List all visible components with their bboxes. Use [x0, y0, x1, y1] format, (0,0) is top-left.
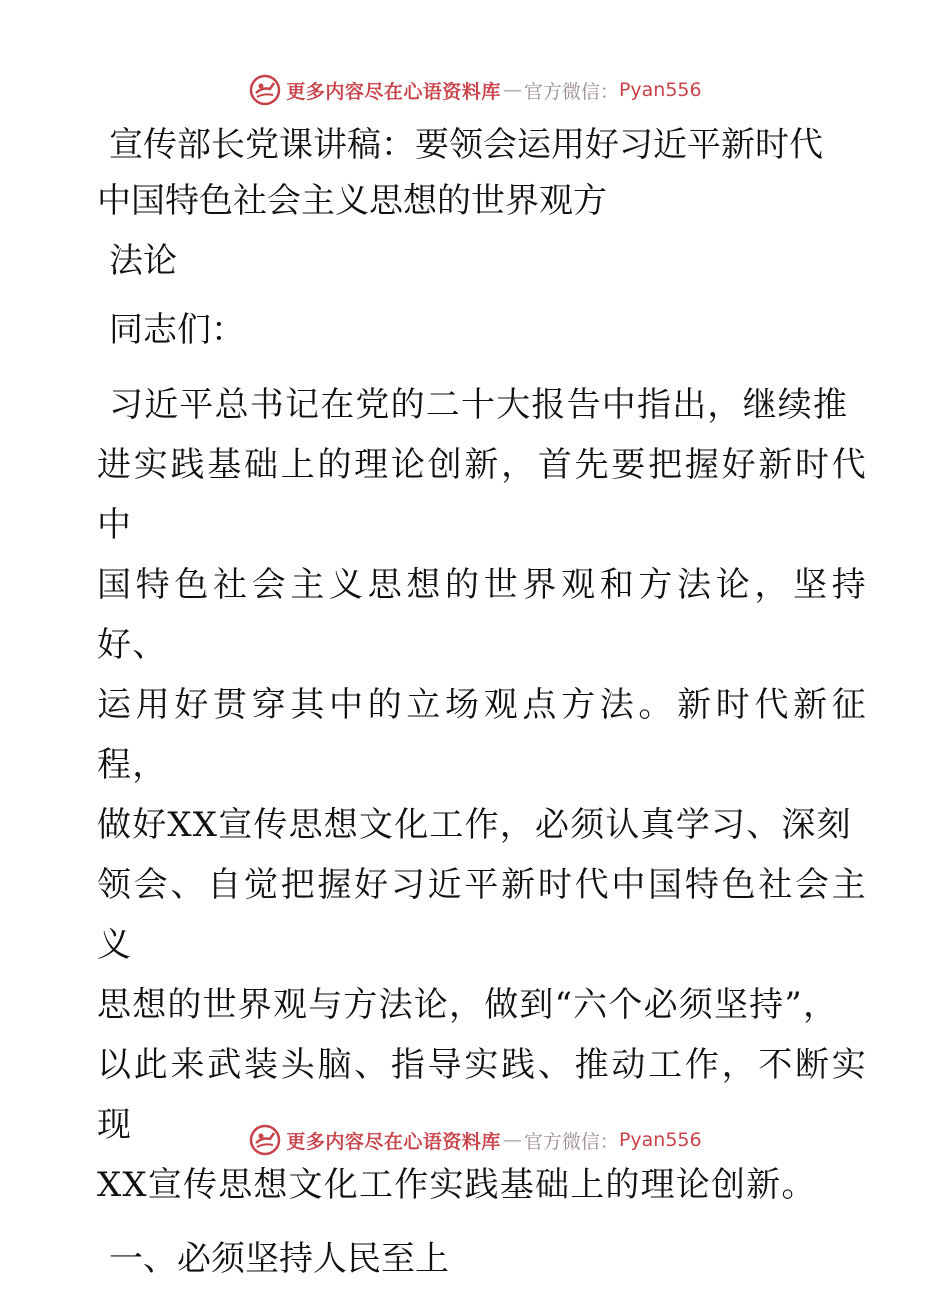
body-line: XX宣传思想文化工作实践基础上的理论创新。 [97, 1165, 817, 1205]
body-line: 领会、自觉把握好习近平新时代中国特色社会主义 [97, 865, 867, 965]
watermark-brand-text: 更多内容尽在心语资料库 [286, 1130, 501, 1153]
body-line: 习近平总书记在党的二十大报告中指出，继续推 [109, 385, 849, 425]
document-body [97, 117, 867, 1289]
body-line: 进实践基础上的理论创新，首先要把握好新时代中 [97, 445, 867, 545]
body-paragraph [97, 375, 867, 1215]
body-line: 做好XX宣传思想文化工作，必须认真学习、深刻 [97, 805, 852, 845]
body-line: 国特色社会主义思想的世界观和方法论，坚持好、 [97, 565, 867, 665]
book-pen-logo-icon [248, 1123, 282, 1157]
body-line: 以此来武装头脑、指导实践、推动工作，不断实现 [97, 1045, 867, 1145]
watermark-wechat-label: 官方微信： [523, 1130, 619, 1153]
watermark-header [0, 70, 950, 110]
body-line: 运用好贯穿其中的立场观点方法。新时代新征程， [97, 685, 867, 785]
title-line-2: 中国特色社会主义思想的世界观方 [97, 181, 607, 221]
watermark-brand-text: 更多内容尽在心语资料库 [286, 80, 501, 103]
watermark-footer [0, 1120, 950, 1160]
watermark-wechat-id: Pyan556 [618, 79, 702, 101]
body-line: 思想的世界观与方法论，做到“六个必须坚持”， [97, 985, 839, 1025]
watermark-wechat-label: 官方微信： [523, 80, 619, 103]
book-pen-logo-icon [248, 73, 282, 107]
watermark-dash: — [502, 79, 522, 101]
watermark-dash: — [502, 1129, 522, 1151]
watermark-wechat-id: Pyan556 [618, 1129, 702, 1151]
title-line-3: 法论 [109, 241, 177, 281]
document-title [97, 117, 867, 229]
title-line-1: 宣传部长党课讲稿：要领会运用好习近平新时代 [109, 125, 823, 165]
section-heading: 一、必须坚持人民至上 [109, 1239, 449, 1279]
greeting: 同志们： [109, 310, 245, 350]
